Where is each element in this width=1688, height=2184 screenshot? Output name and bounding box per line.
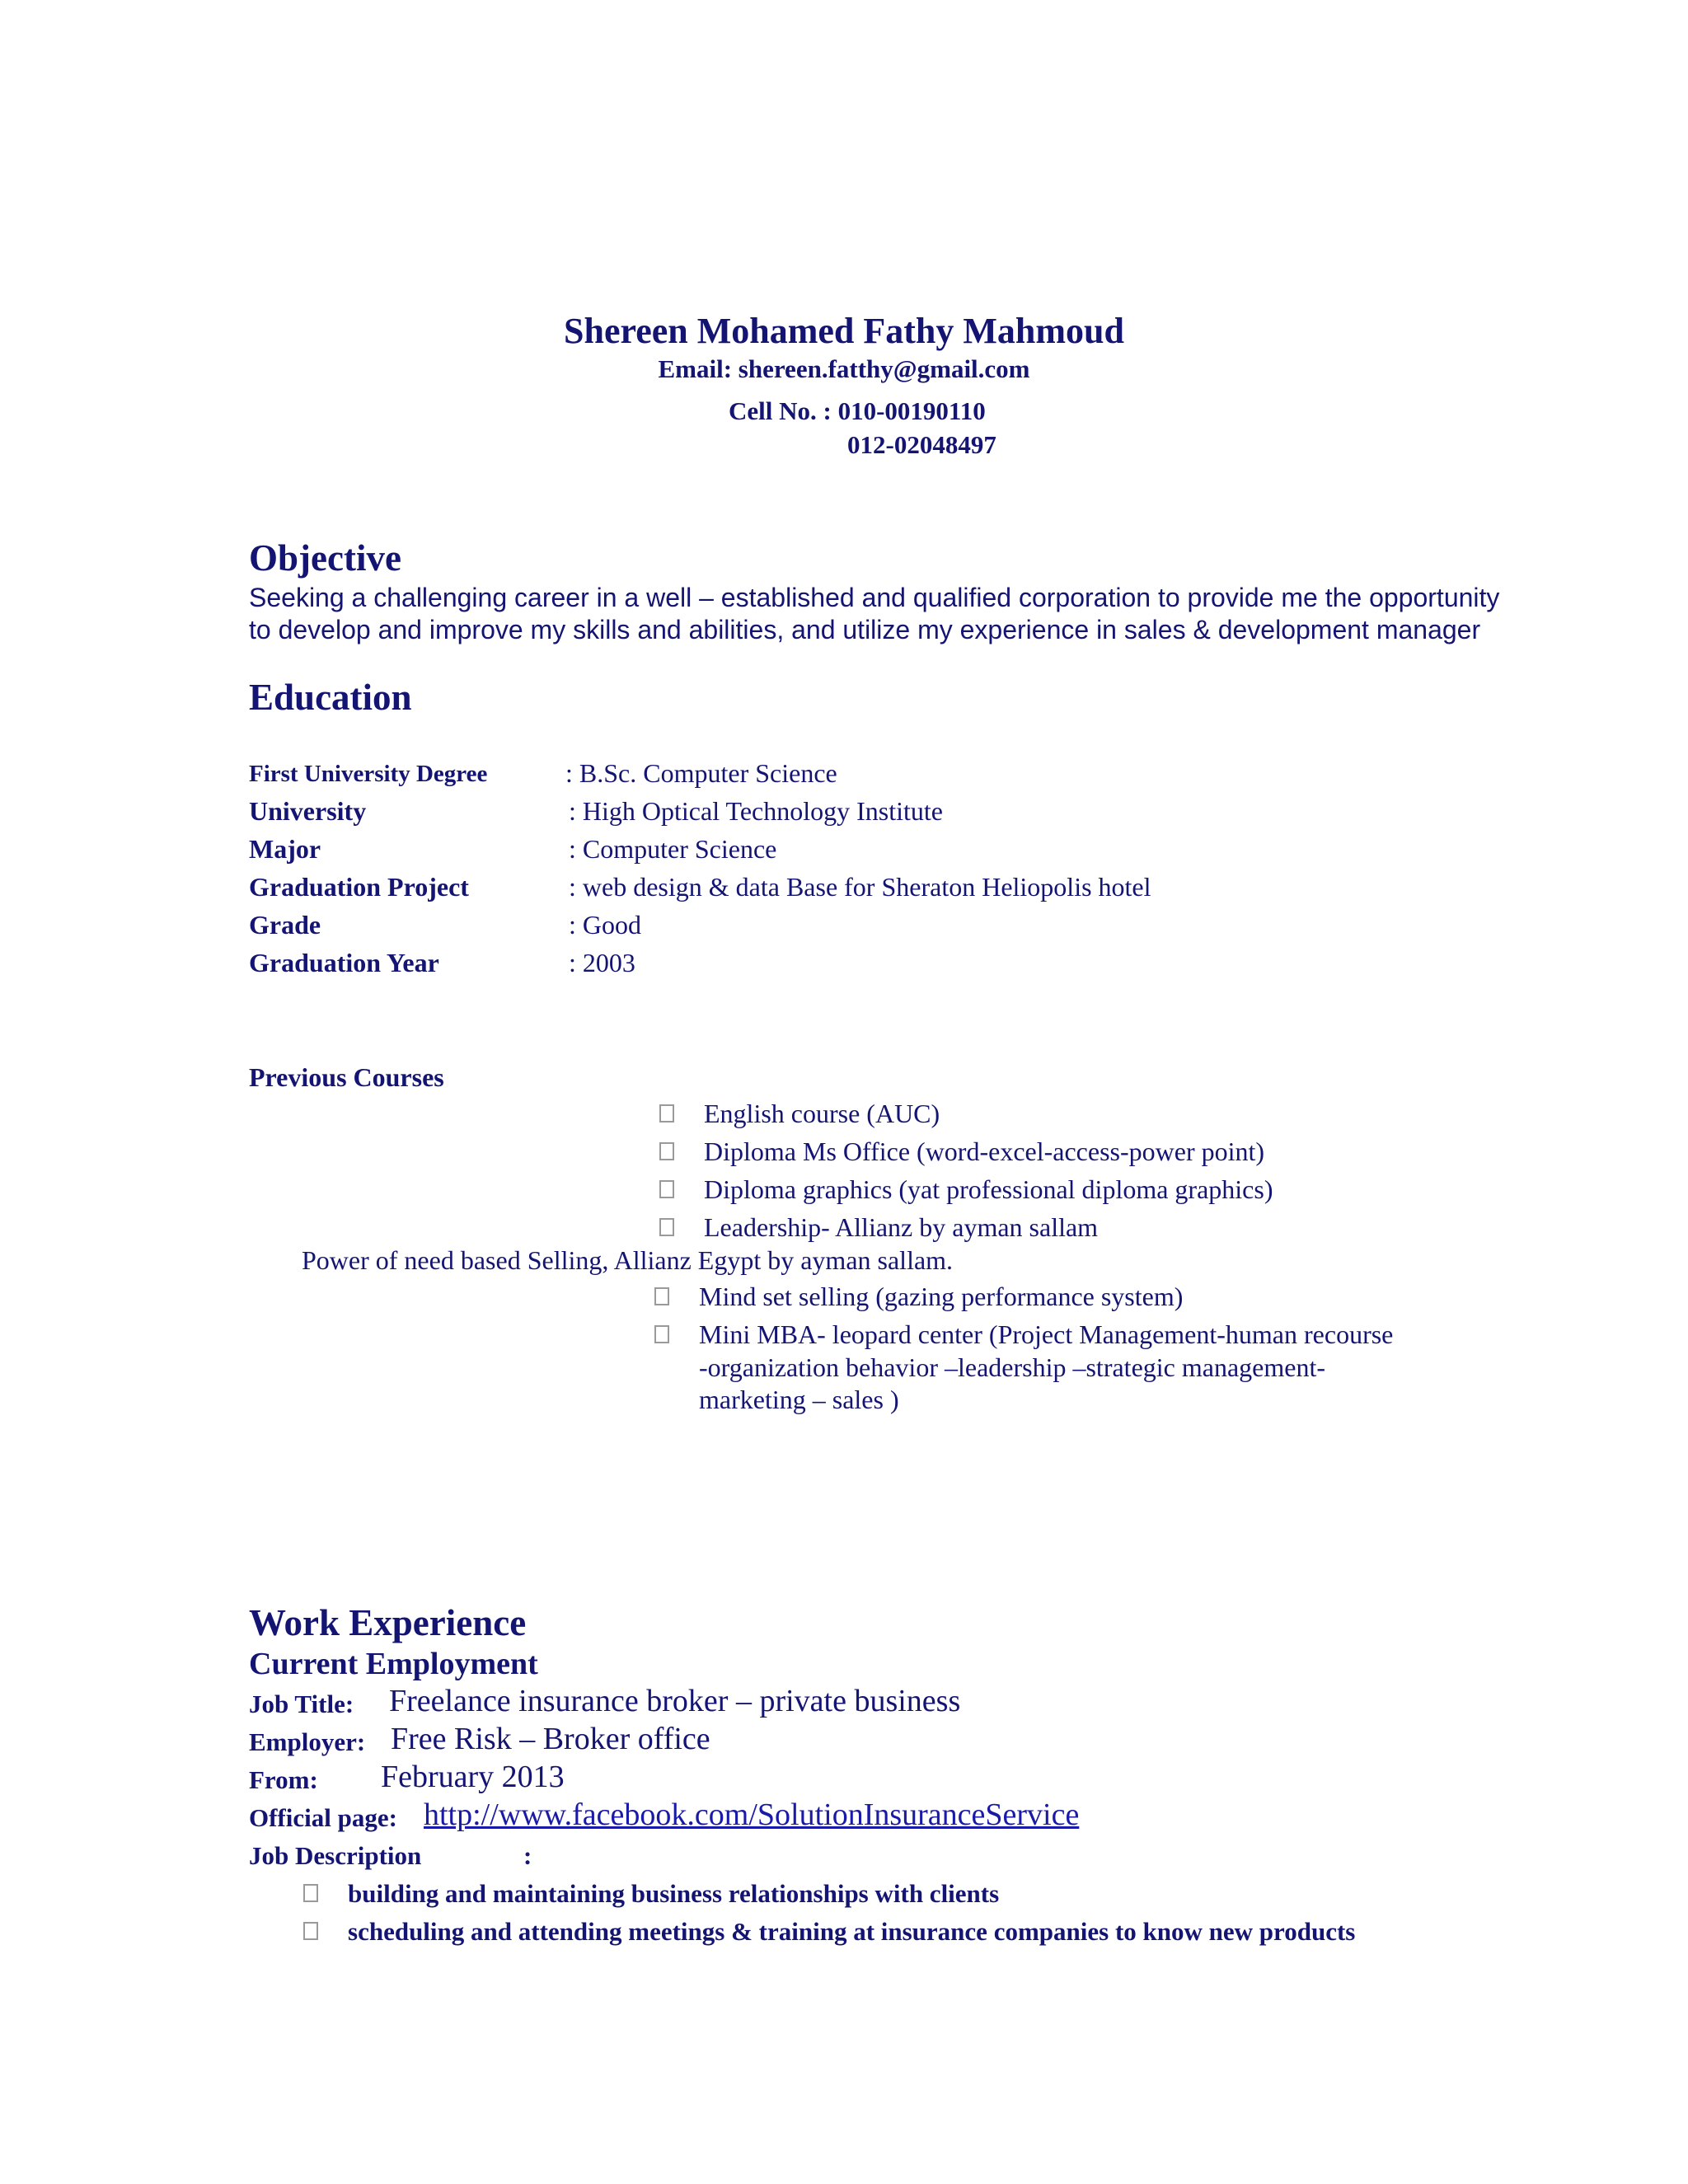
official-page-link[interactable]: http://www.facebook.com/SolutionInsuranceService	[424, 1797, 1080, 1832]
current-employment-heading: Current Employment	[249, 1647, 538, 1681]
course-extra-line: Power of need based Selling, Allianz Egypt by ayman sallam.	[302, 1245, 954, 1275]
course-item: Diploma graphics (yat professional diploma graphics)	[704, 1174, 1273, 1204]
edu-value-year: : 2003	[569, 948, 635, 977]
email-line: Email: shereen.fatthy@gmail.com	[658, 354, 1030, 383]
edu-value-university: : High Optical Technology Institute	[569, 796, 943, 826]
edu-value-grade: : Good	[569, 910, 641, 940]
work-heading: Work Experience	[249, 1602, 527, 1643]
job-description-colon: :	[523, 1841, 532, 1870]
course-item: Mini MBA- leopard center (Project Management-human recourse	[699, 1319, 1394, 1349]
job-title-label: Job Title:	[249, 1690, 354, 1718]
cell-line-2: 012-02048497	[847, 430, 996, 459]
bullet-box-icon	[303, 1922, 318, 1940]
course-item: Mind set selling (gazing performance system)	[699, 1282, 1184, 1311]
bullet-box-icon	[659, 1218, 674, 1236]
employer-label: Employer:	[249, 1727, 366, 1756]
cell-line: Cell No. : 010-00190110	[729, 396, 986, 425]
course-item-continuation: marketing – sales )	[699, 1385, 899, 1414]
duty-item: building and maintaining business relationships with clients	[348, 1879, 1000, 1908]
course-item-continuation: -organization behavior –leadership –strategic management-	[699, 1352, 1325, 1382]
objective-text: Seeking a challenging career in a well – established and qualified corporation to provide me the opportunity to develop and improve my skills and abilities, and utilize my experience in sales & development manager	[249, 583, 1500, 644]
candidate-name: Shereen Mohamed Fathy Mahmoud	[564, 311, 1124, 351]
from-label: From:	[249, 1765, 318, 1794]
job-description-label: Job Description	[249, 1841, 422, 1870]
edu-label-grade: Grade	[249, 910, 321, 940]
objective-heading: Objective	[249, 537, 401, 579]
job-title-value: Freelance insurance broker – private business	[389, 1684, 961, 1718]
edu-value-degree: : B.Sc. Computer Science	[565, 758, 837, 788]
from-value: February 2013	[381, 1760, 565, 1794]
bullet-box-icon	[659, 1142, 674, 1160]
edu-label-university: University	[249, 796, 367, 826]
course-item: Diploma Ms Office (word-excel-access-power point)	[704, 1137, 1265, 1166]
bullet-box-icon	[654, 1287, 669, 1305]
edu-label-year: Graduation Year	[249, 948, 439, 977]
official-page-label: Official page:	[249, 1803, 397, 1832]
bullet-box-icon	[659, 1104, 674, 1122]
bullet-box-icon	[654, 1325, 669, 1343]
bullet-box-icon	[303, 1884, 318, 1902]
edu-value-project: : web design & data Base for Sheraton Heliopolis hotel	[569, 872, 1151, 902]
course-item: English course (AUC)	[704, 1099, 940, 1128]
edu-value-major: : Computer Science	[569, 834, 777, 864]
education-heading: Education	[249, 677, 412, 718]
employer-value: Free Risk – Broker office	[391, 1722, 710, 1756]
bullet-box-icon	[659, 1180, 674, 1198]
duty-item: scheduling and attending meetings & training at insurance companies to know new products	[348, 1917, 1356, 1946]
edu-label-major: Major	[249, 834, 321, 864]
course-item: Leadership- Allianz by ayman sallam	[704, 1212, 1099, 1242]
courses-heading: Previous Courses	[249, 1062, 444, 1092]
edu-label-degree: First University Degree	[249, 761, 488, 787]
edu-label-project: Graduation Project	[249, 872, 469, 902]
